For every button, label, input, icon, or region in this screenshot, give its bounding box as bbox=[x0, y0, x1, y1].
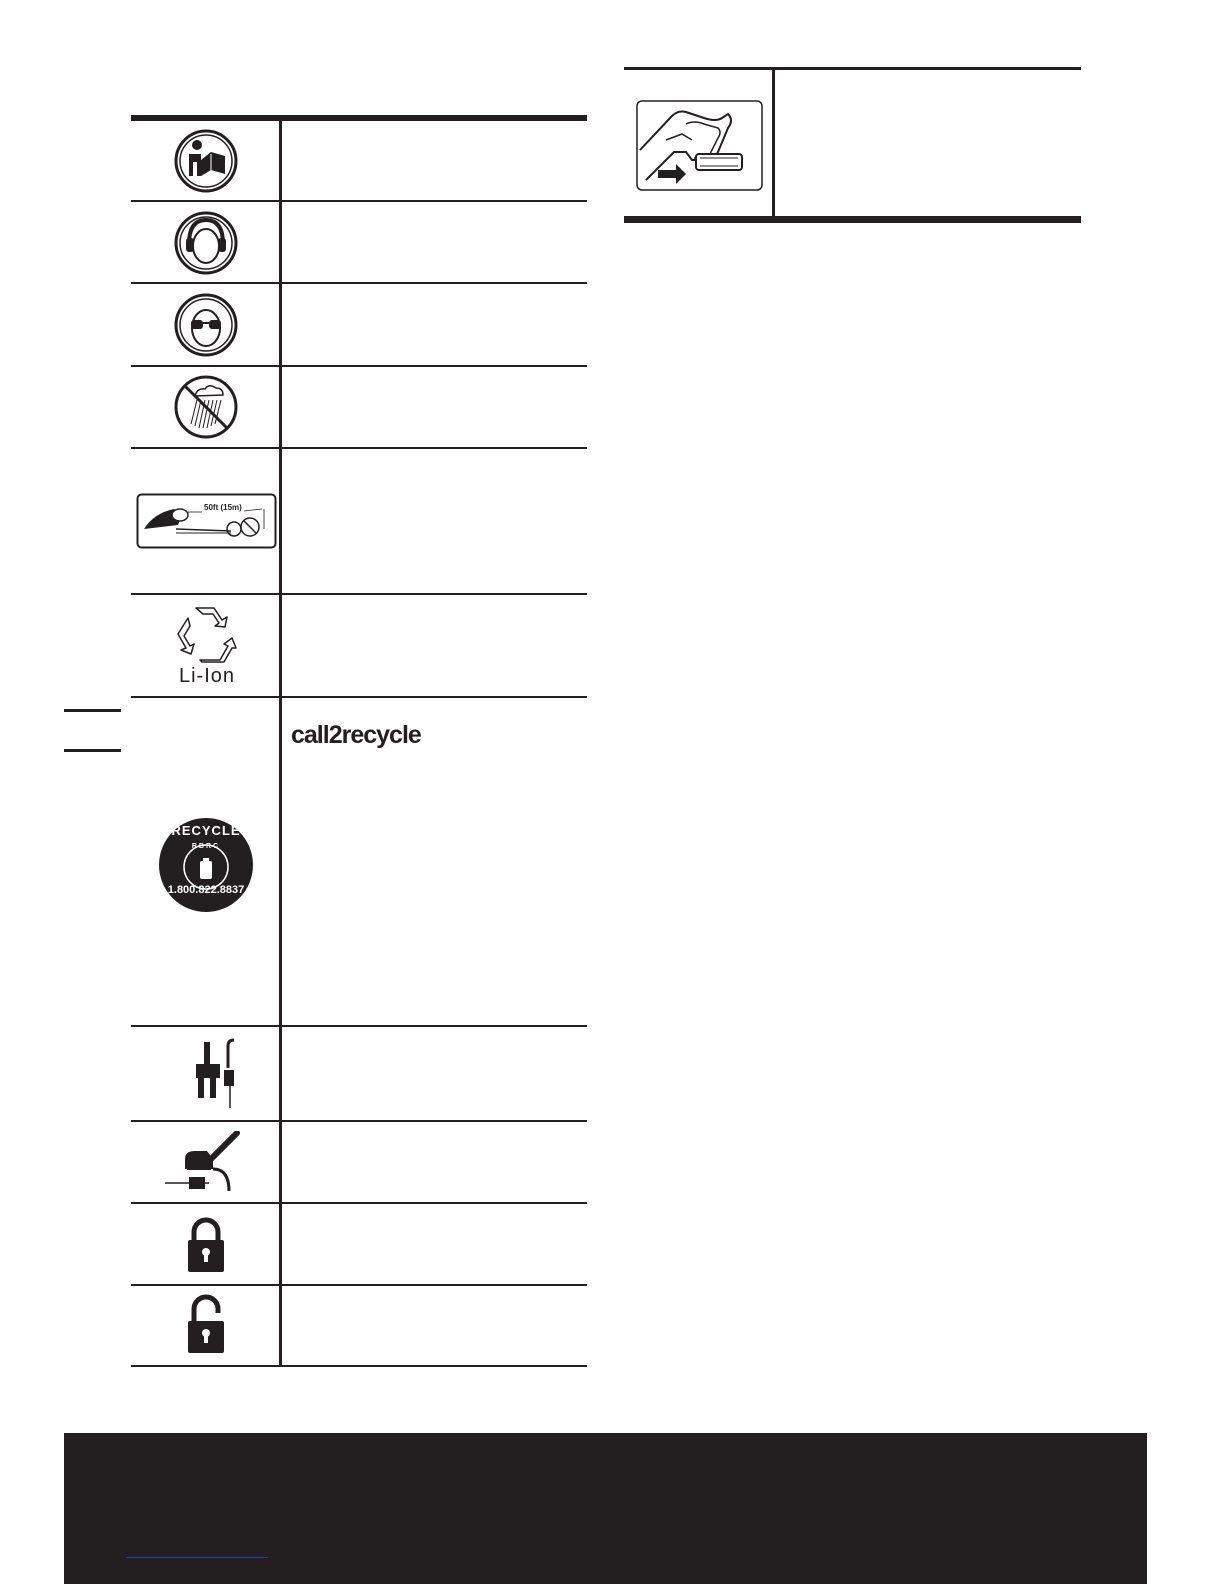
footer-link-underline[interactable] bbox=[126, 1557, 268, 1558]
remove-battery-icon bbox=[636, 100, 763, 191]
row-divider bbox=[131, 696, 587, 698]
row-divider bbox=[131, 200, 587, 202]
row-divider bbox=[131, 1284, 587, 1286]
rbrc-seal-middle: RBRC bbox=[191, 843, 221, 850]
ear-protection-icon bbox=[173, 210, 239, 276]
li-ion-recycle-icon bbox=[174, 604, 240, 664]
row-divider bbox=[131, 447, 587, 449]
table-column-divider bbox=[772, 70, 775, 217]
table-top-rule bbox=[624, 67, 1081, 70]
table-top-rule bbox=[131, 115, 587, 121]
no-rain-icon bbox=[173, 374, 239, 440]
rbrc-seal-top: RECYCLE bbox=[171, 823, 241, 838]
table-bottom-rule bbox=[131, 1365, 587, 1367]
unlocked-icon bbox=[186, 1293, 230, 1355]
margin-tick bbox=[64, 709, 121, 712]
rbrc-seal-bottom: 1.800.822.8837 bbox=[167, 884, 245, 896]
table-column-divider bbox=[279, 121, 282, 1367]
row-divider bbox=[131, 282, 587, 284]
row-divider bbox=[131, 365, 587, 367]
eye-protection-icon bbox=[173, 292, 239, 358]
trimmer-mowing-mode-icon bbox=[163, 1131, 243, 1193]
call2recycle-logo: call2recycle bbox=[291, 721, 421, 749]
locked-icon bbox=[186, 1214, 226, 1274]
li-ion-caption: Li-Ion bbox=[178, 665, 236, 687]
distance-label: 50ft (15m) bbox=[204, 503, 242, 512]
bystander-distance-icon bbox=[136, 493, 277, 549]
table-bottom-rule bbox=[624, 216, 1081, 223]
row-divider bbox=[131, 1120, 587, 1122]
read-manual-icon bbox=[173, 128, 239, 194]
row-divider bbox=[131, 1025, 587, 1027]
footer-bar bbox=[64, 1433, 1147, 1584]
trimmer-edging-mode-icon bbox=[188, 1038, 238, 1112]
row-divider bbox=[131, 593, 587, 595]
margin-tick bbox=[64, 749, 121, 752]
row-divider bbox=[131, 1202, 587, 1204]
